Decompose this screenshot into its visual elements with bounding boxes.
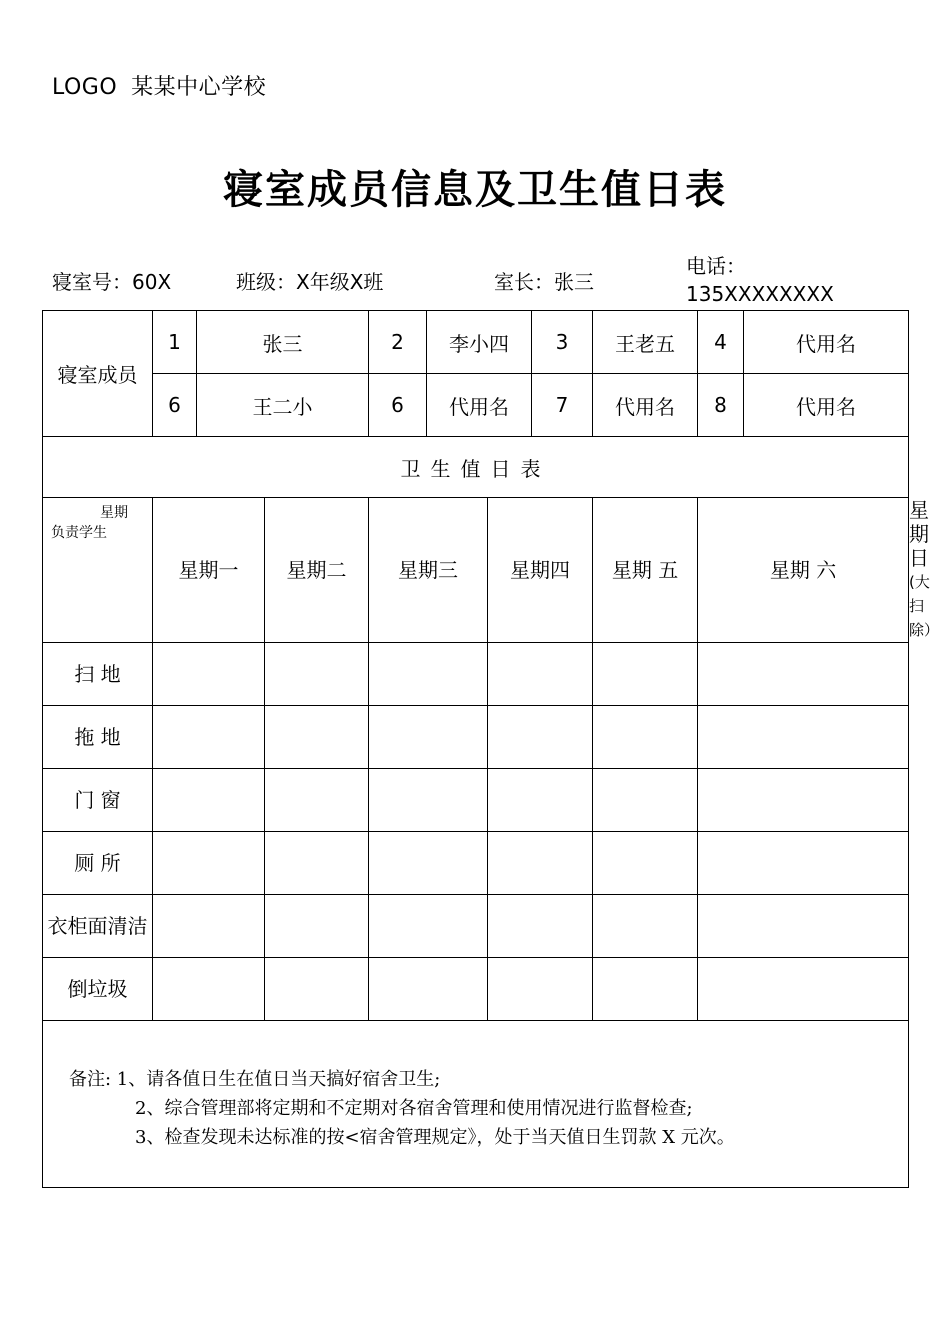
- day-header: 星期三: [369, 498, 488, 643]
- day-header: 星期 六: [698, 498, 909, 643]
- duty-cell[interactable]: [593, 643, 698, 706]
- member-name: 李小四: [427, 311, 532, 374]
- duty-cell[interactable]: [593, 895, 698, 958]
- duty-cell[interactable]: [153, 706, 265, 769]
- task-label: 倒垃圾: [43, 958, 153, 1021]
- logo: LOGO: [52, 75, 118, 100]
- notes-row: [43, 1021, 909, 1188]
- member-name: 代用名: [744, 374, 909, 437]
- task-row: [43, 706, 909, 769]
- task-row: [43, 958, 909, 1021]
- members-row-2: [43, 374, 909, 437]
- duty-cell[interactable]: [153, 958, 265, 1021]
- duty-cell[interactable]: [369, 769, 488, 832]
- member-name: 王老五: [593, 311, 698, 374]
- duty-cell[interactable]: [698, 895, 909, 958]
- day-header: 星期四: [488, 498, 593, 643]
- duty-cell[interactable]: [265, 895, 369, 958]
- sunday-label: 星期日: [909, 498, 930, 570]
- member-name: 张三: [197, 311, 369, 374]
- member-number: 6: [153, 374, 197, 437]
- member-number: 6: [369, 374, 427, 437]
- day-header: 星期二: [265, 498, 369, 643]
- duty-cell[interactable]: [369, 895, 488, 958]
- task-row: [43, 643, 909, 706]
- member-number: 8: [698, 374, 744, 437]
- day-header: 星期一: [153, 498, 265, 643]
- duty-cell[interactable]: [265, 706, 369, 769]
- duty-cell[interactable]: [265, 958, 369, 1021]
- dorm-table: [42, 310, 940, 1188]
- member-number: 3: [532, 311, 593, 374]
- member-name: 代用名: [427, 374, 532, 437]
- duty-cell[interactable]: [593, 958, 698, 1021]
- duty-cell[interactable]: [369, 643, 488, 706]
- school-name: 某某中心学校: [131, 75, 267, 100]
- member-number: 2: [369, 311, 427, 374]
- duty-cell[interactable]: [698, 832, 909, 895]
- task-label: 衣柜面清洁: [43, 895, 153, 958]
- day-header: 星期 五: [593, 498, 698, 643]
- duty-cell[interactable]: [265, 832, 369, 895]
- schedule-title-row: [43, 437, 909, 498]
- note-line: 备注: 1、请各值日生在值日当天搞好宿舍卫生;: [69, 1069, 441, 1090]
- member-number: 1: [153, 311, 197, 374]
- note-line: 3、检查发现未达标准的按<宿舍管理规定》，处于当天值日生罚款 X 元次。: [135, 1127, 735, 1148]
- member-number: 7: [532, 374, 593, 437]
- member-name: 王二小: [197, 374, 369, 437]
- members-row-1: [43, 311, 909, 374]
- corner-day-label: 星期: [100, 505, 128, 521]
- corner-student-label: 负责学生: [51, 525, 107, 541]
- room-leader: 室长：张三: [494, 270, 594, 294]
- task-label: 门 窗: [43, 769, 153, 832]
- task-row: [43, 895, 909, 958]
- corner-header: [43, 498, 153, 643]
- duty-cell[interactable]: [369, 832, 488, 895]
- schedule-header-row: 星期 负责学生 星期一 星期二 星期三 星期四 星期 五 星期 六 星期日 (大扫除）: [43, 498, 909, 643]
- member-name: 代用名: [744, 311, 909, 374]
- duty-cell[interactable]: [698, 643, 909, 706]
- duty-cell[interactable]: [698, 706, 909, 769]
- duty-cell[interactable]: [593, 706, 698, 769]
- duty-cell[interactable]: [153, 832, 265, 895]
- duty-cell[interactable]: [488, 706, 593, 769]
- schedule-title: 卫生值日表: [43, 437, 909, 498]
- duty-cell[interactable]: [488, 895, 593, 958]
- duty-cell[interactable]: [153, 769, 265, 832]
- members-label: 寝室成员: [43, 311, 153, 437]
- phone-info: [686, 252, 834, 308]
- phone-value: 135XXXXXXXX: [686, 282, 834, 306]
- duty-cell[interactable]: [369, 958, 488, 1021]
- task-row: [43, 832, 909, 895]
- duty-cell[interactable]: [593, 769, 698, 832]
- class-info: 班级：X年级X班: [236, 270, 384, 294]
- notes-cell: [43, 1021, 909, 1188]
- duty-cell[interactable]: [265, 643, 369, 706]
- note-line: 2、综合管理部将定期和不定期对各宿舍管理和使用情况进行监督检查;: [135, 1098, 693, 1119]
- task-row: [43, 769, 909, 832]
- task-label: 厕 所: [43, 832, 153, 895]
- duty-cell[interactable]: [153, 643, 265, 706]
- duty-cell[interactable]: [369, 706, 488, 769]
- duty-cell[interactable]: [698, 769, 909, 832]
- duty-cell[interactable]: [153, 895, 265, 958]
- duty-cell[interactable]: [488, 958, 593, 1021]
- member-number: 4: [698, 311, 744, 374]
- duty-cell[interactable]: [698, 958, 909, 1021]
- task-label: 拖 地: [43, 706, 153, 769]
- duty-cell[interactable]: [488, 769, 593, 832]
- phone-label: 电话：: [686, 254, 746, 278]
- duty-cell[interactable]: [488, 832, 593, 895]
- school-header: [52, 70, 280, 101]
- duty-cell[interactable]: [593, 832, 698, 895]
- room-number: 寝室号：60X: [52, 270, 172, 294]
- task-label: 扫 地: [43, 643, 153, 706]
- duty-cell[interactable]: [265, 769, 369, 832]
- member-name: 代用名: [593, 374, 698, 437]
- duty-cell[interactable]: [488, 643, 593, 706]
- page-title: 寝室成员信息及卫生值日表: [223, 166, 727, 213]
